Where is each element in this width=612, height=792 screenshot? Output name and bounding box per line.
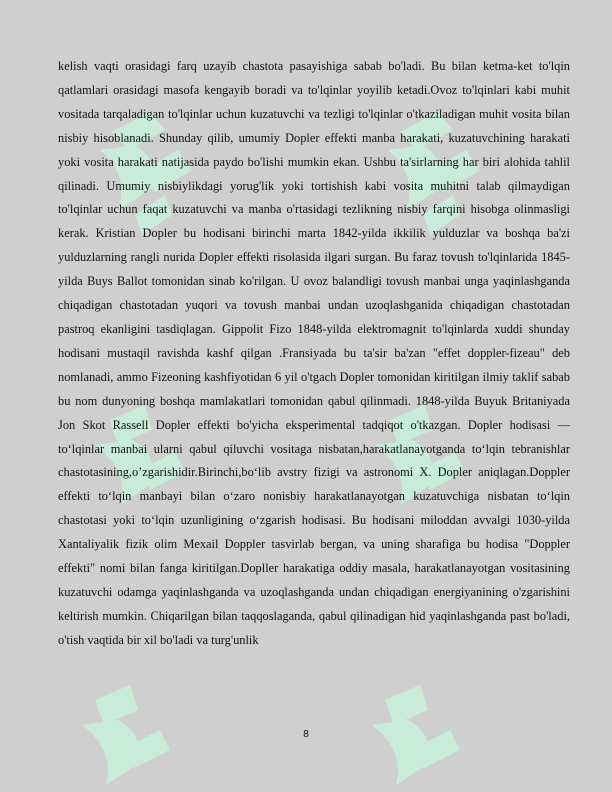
document-body-text: kelish vaqti orasidagi farq uzayib chastota pasayishiga sabab bo'ladi. Bu bilan ketma-ket to'lqin qatlamlari orasidagi masofa kengayib boradi va to'lqinlar yoyilib ketadi.Ovoz to'lqinlari kabi muhit vositada tarqaladigan to'lqinlar uchun kuzatuvchi va tezligi to'lqinlar o'tkaziladigan muhit vosita bilan nisbiy hisoblanadi. Shunday qilib, umumiy Dopler effekti manba harakati, kuzatuvchining harakati yoki vosita harakati natijasida paydo bo'lishi mumkin ekan. Ushbu ta'sirlarning har biri alohida tahlil qilinadi. Umumiy nisbiylikdagi yorug'lik yoki tortishish kabi vosita muhitni talab qilmaydigan to'lqinlar uchun faqat kuzatuvchi va manba o'rtasidagi tezlikning nisbiy farqini hisobga olinmasligi kerak. Kristian Dopler bu hodisani birinchi marta 1842-yilda ikkilik yulduzlar va boshqa ba'zi yulduzlarning rangli nurida Dopler effekti risolasida ilgari surgan. Bu faraz tovush to'lqinlarida 1845-yilda Buys Ballot tomonidan sinab ko'rilgan. U ovoz balandligi tovush manbai unga yaqinlashganda chiqadigan chastotadan yuqori va tovush manbai undan uzoqlashganida chiqadigan chastotadan pastroq ekanligini tasdiqlagan. Gippolit Fizo 1848-yilda elektromagnit to'lqinlarda xuddi shunday hodisani mustaqil ravishda kashf qilgan .Fransiyada bu ta'sir ba'zan "effet doppler-fizeau" deb nomlanadi, ammo Fizeoning kashfiyotidan 6 yil o'tgach Dopler tomonidan kiritilgan ilmiy taklif sabab bu nom dunyoning boshqa mamlakatlari tomonidan qabul qilinmadi. 1848-yilda Buyuk Britaniyada Jon Skot Rassell Dopler effekti bo'yicha eksperimental tadqiqot o'tkazgan. Dopler hodisasi — to‘lqinlar manbai ularni qabul qiluvchi vositaga nisbatan,harakatlanayotganda to‘lqin tebranishlar chastotasining,o’zgarishidir.Birinchi,bo‘lib avstry fizigi va astronomi X. Dopler aniqlagan.Doppler effekti to‘lqin manbayi bilan o‘zaro nonisbiy harakatlanayotgan kuzatuvchiga nisbatan to‘lqin chastotasi yoki to‘lqin uzunligining o‘zgarish hodisasi. Bu hodisani miloddan avvalgi 1030-yilda Xantaliyalik fizik olim Mexail Doppler tasvirlab bergan, va uning sharafiga bu hodisa "Doppler effekti" nomi bilan fanga kiritilgan.Dopller harakatiga oddiy masala, harakatlanayotgan vositasining kuzatuvchi odamga yaqinlashganda va uzoqlashganda undan chiqadigan energiyanining o'zgarishini keltirish mumkin. Chiqarilgan bilan taqqoslaganda, qabul qilinadigan hid yaqinlashganda past bo'ladi, o'tish vaqtida bir xil bo'ladi va turg'unlik (58, 59, 570, 647)
page-number: 8 (303, 729, 309, 740)
